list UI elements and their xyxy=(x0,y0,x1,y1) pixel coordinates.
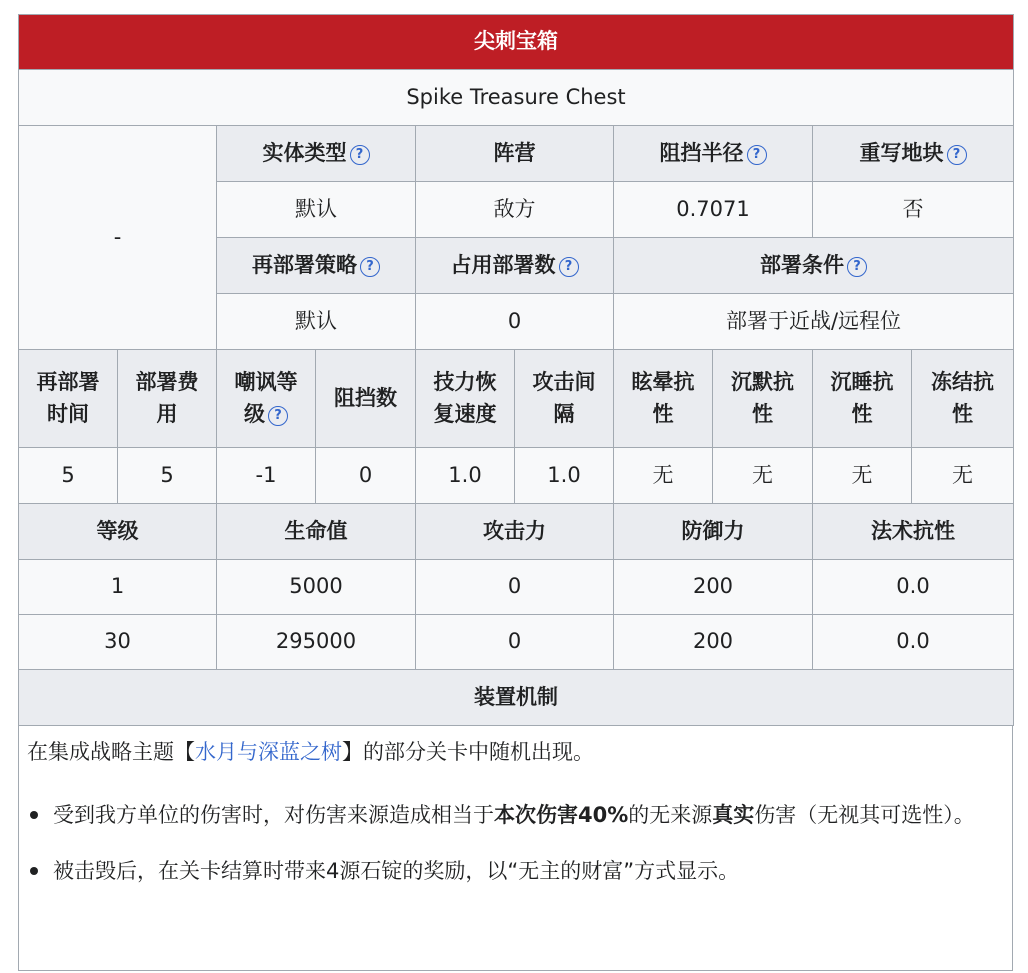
stat-value: -1 xyxy=(217,448,316,504)
entity-type-label: 实体类型 xyxy=(262,140,347,165)
stat-header-line2: 性 xyxy=(952,401,973,426)
stat-value: 无 xyxy=(912,448,1014,504)
bullet-icon xyxy=(30,811,38,819)
stat-header-line2: 时间 xyxy=(47,401,89,426)
stat-value: 5 xyxy=(118,448,217,504)
level-column-header: 法术抗性 xyxy=(813,504,1014,560)
level-cell: 30 xyxy=(19,615,217,670)
stat-header-line2: 隔 xyxy=(553,401,575,426)
stat-header xyxy=(416,350,515,448)
help-icon[interactable]: ? xyxy=(947,145,967,165)
help-icon[interactable]: ? xyxy=(360,257,380,277)
help-icon[interactable]: ? xyxy=(559,257,579,277)
bullet-icon xyxy=(30,867,38,875)
level-cell: 0 xyxy=(416,560,614,615)
list-item xyxy=(27,796,987,834)
stat-header xyxy=(614,350,713,448)
level-column-header: 防御力 xyxy=(614,504,813,560)
entity-type-header xyxy=(217,126,416,182)
stat-header-line1: 再部署 xyxy=(36,370,100,394)
stat-header-line1: 阻挡数 xyxy=(334,385,397,410)
redeploy-strategy-header xyxy=(217,238,416,294)
deploy-condition-value: 部署于近战/远程位 xyxy=(614,294,1014,350)
infobox xyxy=(18,14,1013,971)
intro-suffix: 】的部分关卡中随机出现。 xyxy=(342,740,594,764)
bullet-text: 伤害（无视其可选性）。 xyxy=(754,803,975,827)
help-icon[interactable]: ? xyxy=(268,406,288,426)
stat-header-line2: 性 xyxy=(752,401,773,426)
faction-value: 敌方 xyxy=(416,182,614,238)
stat-header-line1: 攻击间 xyxy=(532,370,596,394)
stat-header xyxy=(713,350,813,448)
block-radius-label: 阻挡半径 xyxy=(659,140,744,165)
stat-header xyxy=(813,350,912,448)
stat-header-line1: 嘲讽等 xyxy=(234,370,298,394)
mechanism-intro xyxy=(27,736,594,768)
override-tile-value: 否 xyxy=(813,182,1014,238)
level-header-row xyxy=(19,504,1014,560)
bullet-text: 的无来源 xyxy=(628,803,713,827)
stats-value-row xyxy=(19,448,1014,504)
deploy-count-label: 占用部署数 xyxy=(450,252,556,277)
stat-header xyxy=(19,350,118,448)
level-column-header: 攻击力 xyxy=(416,504,614,560)
level-cell: 200 xyxy=(614,615,813,670)
stat-header-line1: 沉睡抗 xyxy=(830,370,894,394)
english-name: Spike Treasure Chest xyxy=(19,70,1014,126)
stat-header-line2: 复速度 xyxy=(433,401,497,426)
level-cell: 295000 xyxy=(217,615,416,670)
level-row xyxy=(19,560,1014,615)
stat-header xyxy=(217,350,316,448)
mechanism-header: 装置机制 xyxy=(19,670,1014,726)
stat-value: 0 xyxy=(316,448,416,504)
bullet-text: 被击毁后，在关卡结算时带来4源石锭的奖励，以“无主的财富”方式显示。 xyxy=(53,859,740,883)
mechanism-list xyxy=(27,796,987,908)
override-tile-label: 重写地块 xyxy=(859,140,944,165)
infobox-table xyxy=(18,14,1014,726)
bullet-text: 受到我方单位的伤害时，对伤害来源造成相当于 xyxy=(53,803,494,827)
deploy-condition-header xyxy=(614,238,1014,294)
faction-header: 阵营 xyxy=(416,126,614,182)
stat-value: 1.0 xyxy=(416,448,515,504)
stat-header-line1: 冻结抗 xyxy=(931,370,994,394)
stat-header xyxy=(316,350,416,448)
level-row xyxy=(19,615,1014,670)
stat-value: 5 xyxy=(19,448,118,504)
mechanism-description xyxy=(18,726,1013,971)
stat-header-line2: 性 xyxy=(652,401,674,426)
stat-header-line2: 用 xyxy=(156,401,178,426)
redeploy-strategy-label: 再部署策略 xyxy=(252,252,357,277)
redeploy-strategy-value: 默认 xyxy=(217,294,416,350)
level-cell: 5000 xyxy=(217,560,416,615)
help-icon[interactable]: ? xyxy=(747,145,767,165)
stat-header-line2: 性 xyxy=(851,401,873,426)
list-item xyxy=(27,852,987,890)
stat-value: 无 xyxy=(614,448,713,504)
stats-header-row xyxy=(19,350,1014,448)
bullet-bold-text: 真实 xyxy=(712,803,755,827)
theme-link[interactable]: 水月与深蓝之树 xyxy=(195,740,342,764)
level-cell: 1 xyxy=(19,560,217,615)
stat-header-line1: 眩晕抗 xyxy=(631,370,695,394)
entity-type-value: 默认 xyxy=(217,182,416,238)
stat-value: 无 xyxy=(813,448,912,504)
deploy-count-header xyxy=(416,238,614,294)
level-column-header: 生命值 xyxy=(217,504,416,560)
level-cell: 0.0 xyxy=(813,615,1014,670)
page-title: 尖刺宝箱 xyxy=(19,15,1014,70)
stat-value: 1.0 xyxy=(515,448,614,504)
help-icon[interactable]: ? xyxy=(847,257,867,277)
stat-header-line1: 部署费 xyxy=(135,370,199,394)
stat-header xyxy=(912,350,1014,448)
block-radius-value: 0.7071 xyxy=(614,182,813,238)
stat-header xyxy=(118,350,217,448)
stat-header-line2: 级 xyxy=(244,401,265,426)
intro-prefix: 在集成战略主题【 xyxy=(27,740,195,764)
stat-value: 无 xyxy=(713,448,813,504)
override-tile-header xyxy=(813,126,1014,182)
help-icon[interactable]: ? xyxy=(350,145,370,165)
level-cell: 0 xyxy=(416,615,614,670)
stat-header-line1: 技力恢 xyxy=(433,370,497,394)
level-cell: 0.0 xyxy=(813,560,1014,615)
block-radius-header xyxy=(614,126,813,182)
deploy-count-value: 0 xyxy=(416,294,614,350)
level-cell: 200 xyxy=(614,560,813,615)
bullet-bold-text: 本次伤害40% xyxy=(494,803,629,827)
stat-header-line1: 沉默抗 xyxy=(731,370,794,394)
level-column-header: 等级 xyxy=(19,504,217,560)
entity-image-placeholder: - xyxy=(19,126,217,350)
deploy-condition-label: 部署条件 xyxy=(760,252,844,277)
stat-header xyxy=(515,350,614,448)
